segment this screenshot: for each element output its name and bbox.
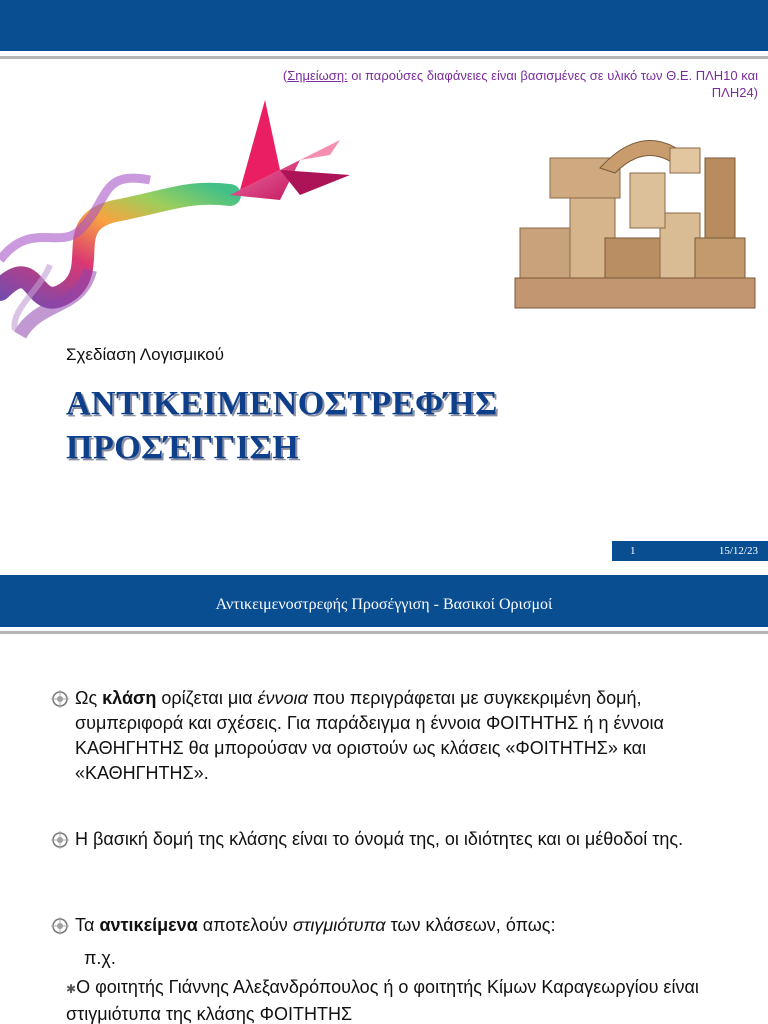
slide-2: [0, 575, 768, 1024]
wooden-blocks-image: [510, 118, 760, 318]
bold-term: αντικείμενα: [99, 915, 198, 935]
bullet-icon: [51, 917, 69, 935]
text: Ως: [75, 688, 103, 708]
text: των κλάσεων, όπως:: [385, 915, 556, 935]
bullet-class-definition: [51, 686, 751, 786]
bullet-text: Η βασική δομή της κλάσης είναι το όνομά της, οι ιδιότητες και οι μέθοδοί της.: [75, 829, 684, 849]
text: Τα: [75, 915, 100, 935]
bullet-class-structure: [51, 827, 751, 852]
star-icon: ✱: [66, 982, 77, 996]
italic-term: έννοια: [257, 688, 308, 708]
text: αποτελούν: [197, 915, 293, 935]
divider: [0, 631, 768, 634]
bullet-objects: [51, 913, 751, 938]
divider: [0, 56, 768, 59]
note-label: Σημείωση:: [287, 68, 348, 83]
note-text: οι παρούσες διαφάνειες είναι βασισμένες σε υλικό των Θ.Ε. ΠΛΗ10 και ΠΛΗ24): [347, 68, 758, 100]
source-note: [238, 67, 758, 101]
example-label: π.χ.: [84, 948, 116, 968]
italic-term: στιγμιότυπα: [292, 915, 386, 935]
bullet-icon: [51, 831, 69, 849]
origami-crane-image: [0, 100, 360, 340]
title-line-2: ΠΡΟΣΈΓΓΙΣΗ: [66, 429, 300, 466]
slide-date: 15/12/23: [718, 545, 758, 557]
slide-title: [66, 382, 746, 470]
course-subtitle: Σχεδίαση Λογισμικού: [66, 345, 225, 364]
slide-header: Αντικειμενοστρεφής Προσέγγιση - Βασικοί Ορισμοί: [0, 575, 768, 627]
bold-term: κλάση: [102, 688, 157, 708]
footer-bar: [612, 541, 768, 561]
title-line-1: ΑΝΤΙΚΕΙΜΕΝΟΣΤΡΕΦΉΣ: [66, 385, 498, 422]
bullet-icon: [51, 690, 69, 708]
top-bar: [0, 0, 768, 51]
text: ορίζεται μια: [156, 688, 258, 708]
page-number: 1: [630, 545, 636, 557]
example-sentence: Ο φοιτητής Γιάννης Αλεξανδρόπουλος ή ο φοιτητής Κίμων Καραγεωργίου είναι στιγμιότυπα της κλάσης ΦΟΙΤΗΤΗΣ: [66, 977, 699, 1024]
example-text: [66, 975, 756, 1024]
note-paren: (: [282, 68, 288, 83]
text: που περιγράφεται με συγκεκριμένη δομή, συμπεριφορά και σχέσεις. Για παράδειγμα η έννοια ΦΟΙΤΗΤΗΣ ή η έννοια ΚΑΘΗΓΗΤΗΣ θα μπορούσαν να οριστούν ως κλάσεις «ΦΟΙΤΗΤΗΣ» και «ΚΑΘΗΓΗΤΗΣ».: [75, 688, 664, 783]
